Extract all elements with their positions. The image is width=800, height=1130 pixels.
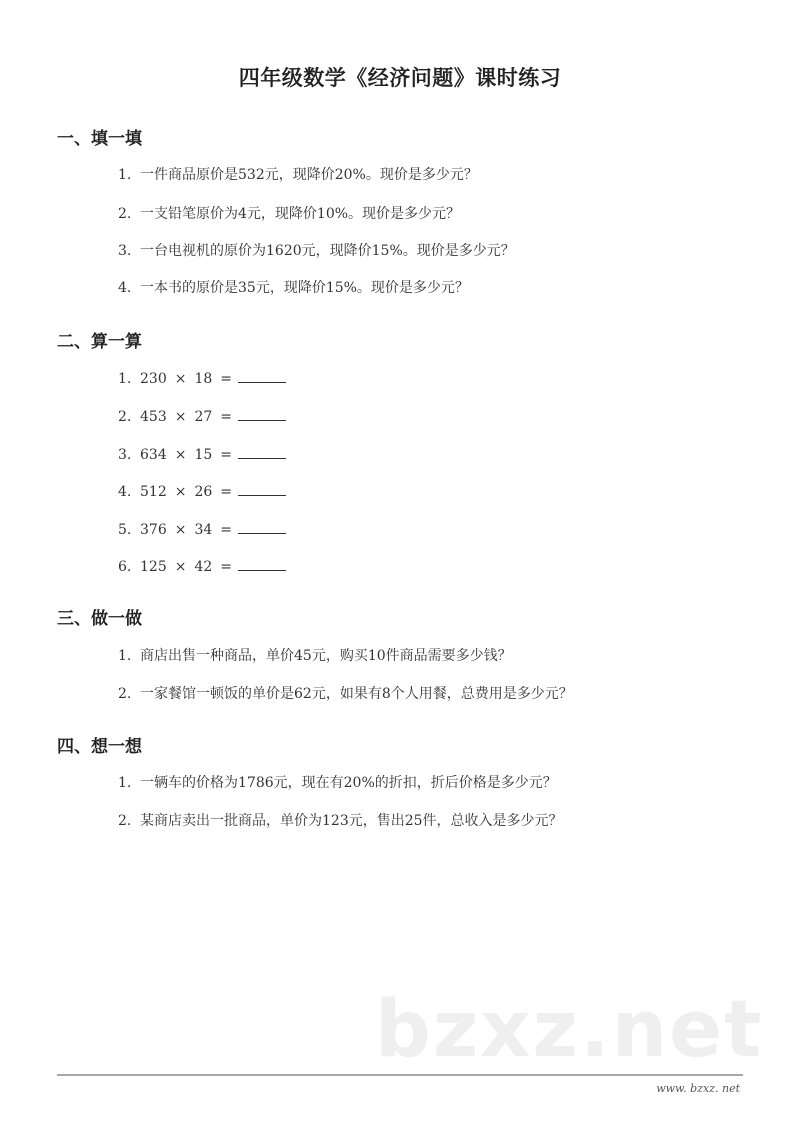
question-number: 2.	[118, 409, 132, 425]
multiply-sign: ×	[174, 371, 187, 387]
question-text: 某商店卖出一批商品，单价为123元，售出25件，总收入是多少元？	[140, 813, 563, 829]
page-title: 四年级数学《经济问题》课时练习	[238, 65, 562, 90]
operand-a: 634	[140, 447, 167, 463]
answer-blank[interactable]	[238, 481, 286, 496]
calc-item	[118, 519, 286, 538]
question-item	[118, 772, 557, 792]
operand-b: 18	[194, 371, 213, 387]
question-number: 3.	[118, 243, 132, 259]
equals-sign: =	[220, 559, 233, 575]
question-number: 1.	[118, 775, 132, 791]
question-text: 商店出售一种商品，单价45元，购买10件商品需要多少钱？	[140, 648, 512, 664]
question-item	[118, 277, 469, 297]
operand-a: 512	[140, 484, 167, 500]
question-item	[118, 810, 563, 830]
calc-item	[118, 481, 286, 500]
calc-item	[118, 556, 286, 575]
multiply-sign: ×	[174, 484, 187, 500]
question-item	[118, 683, 573, 703]
footer-url: www. bzxz. net	[656, 1082, 740, 1095]
equals-sign: =	[220, 484, 233, 500]
question-item	[118, 645, 512, 665]
operand-b: 15	[194, 447, 213, 463]
question-text: 一辆车的价格为1786元，现在有20%的折扣，折后价格是多少元？	[140, 775, 557, 791]
multiply-sign: ×	[174, 409, 187, 425]
operand-a: 453	[140, 409, 167, 425]
section-heading-think: 四、想一想	[57, 737, 142, 757]
question-text: 一支铅笔原价为4元，现降价10%。现价是多少元？	[140, 206, 461, 222]
equals-sign: =	[220, 371, 233, 387]
question-item	[118, 240, 515, 260]
question-number: 1.	[118, 167, 132, 183]
answer-blank[interactable]	[238, 444, 286, 459]
multiply-sign: ×	[174, 447, 187, 463]
calc-item	[118, 368, 286, 387]
question-number: 1.	[118, 648, 132, 664]
question-text: 一本书的原价是35元，现降价15%。现价是多少元？	[140, 280, 469, 296]
equals-sign: =	[220, 409, 233, 425]
equals-sign: =	[220, 447, 233, 463]
footer-divider	[57, 1074, 743, 1076]
calc-item	[118, 444, 286, 463]
watermark: bzxz.net	[375, 985, 764, 1075]
section-heading-do: 三、做一做	[57, 609, 142, 629]
answer-blank[interactable]	[238, 406, 286, 421]
question-number: 5.	[118, 522, 132, 538]
question-item	[118, 164, 478, 184]
question-number: 6.	[118, 559, 132, 575]
question-number: 2.	[118, 686, 132, 702]
operand-b: 27	[194, 409, 213, 425]
question-number: 2.	[118, 813, 132, 829]
operand-a: 376	[140, 522, 167, 538]
answer-blank[interactable]	[238, 368, 286, 383]
operand-b: 26	[194, 484, 213, 500]
question-text: 一家餐馆一顿饭的单价是62元，如果有8个人用餐，总费用是多少元？	[140, 686, 573, 702]
question-text: 一件商品原价是532元，现降价20%。现价是多少元？	[140, 167, 478, 183]
answer-blank[interactable]	[238, 519, 286, 534]
question-number: 3.	[118, 447, 132, 463]
question-number: 4.	[118, 280, 132, 296]
question-text: 一台电视机的原价为1620元，现降价15%。现价是多少元？	[140, 243, 515, 259]
operand-b: 42	[194, 559, 213, 575]
multiply-sign: ×	[174, 522, 187, 538]
multiply-sign: ×	[174, 559, 187, 575]
equals-sign: =	[220, 522, 233, 538]
operand-a: 230	[140, 371, 167, 387]
operand-b: 34	[194, 522, 213, 538]
question-number: 2.	[118, 206, 132, 222]
answer-blank[interactable]	[238, 556, 286, 571]
question-number: 1.	[118, 371, 132, 387]
operand-a: 125	[140, 559, 167, 575]
question-number: 4.	[118, 484, 132, 500]
section-heading-calculate: 二、算一算	[57, 332, 142, 352]
section-heading-fill: 一、填一填	[57, 129, 142, 149]
calc-item	[118, 406, 286, 425]
question-item	[118, 203, 460, 223]
